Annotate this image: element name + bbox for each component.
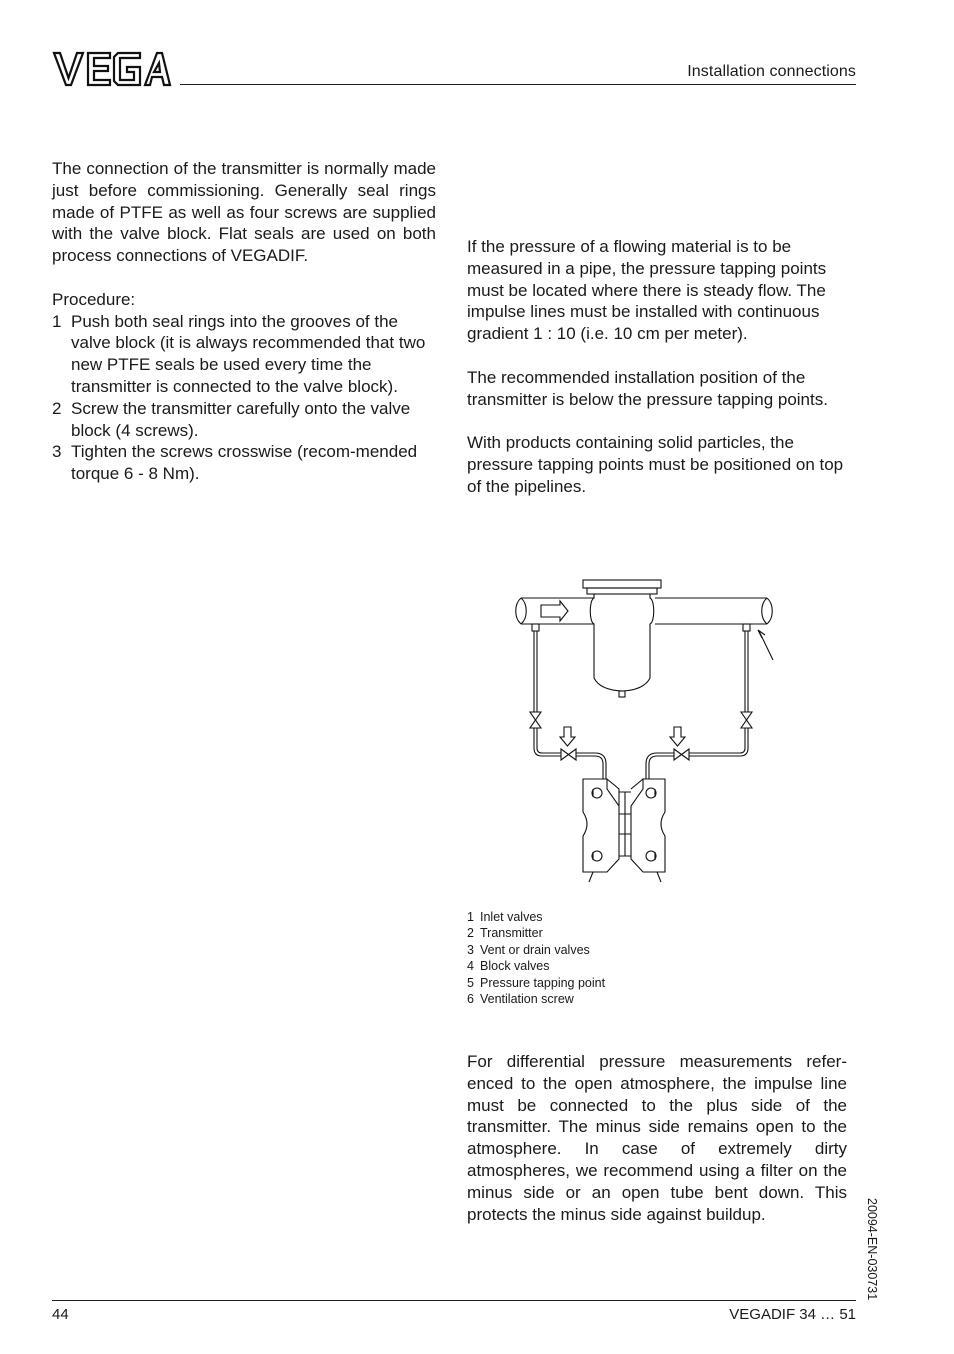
installation-diagram [505,574,790,886]
procedure-steps [52,311,436,485]
legend-item: 2 Transmitter [467,926,543,941]
right-column-upper [467,236,847,498]
left-column [52,158,436,485]
section-title: Installation connections [687,63,856,80]
flowing-material-paragraph: If the pressure of a flowing material is to be measured in a pipe, the pressure tapping points must be located where there is steady flow. The impulse lines must be installed with continuous gradient 1 : 10 (i.e. 10 cm per meter). [467,237,827,344]
solid-particles-paragraph: With products containing solid particles, the pressure tapping points must be positioned on top of the pipelines. [467,433,844,496]
legend-item: 6 Ventilation screw [467,992,574,1007]
right-column-lower [467,1051,847,1225]
product-name: VEGADIF 34 … 51 [729,1306,856,1323]
installation-position-paragraph: The recommended installation position of the transmitter is below the pressure tapping points. [467,367,828,409]
step-number: 2 [52,398,62,418]
vega-logo [52,50,172,88]
figure-legend [467,909,605,1007]
header-rule [180,84,856,85]
footer-rule [52,1300,856,1301]
procedure-step [52,441,436,485]
procedure-label: Procedure: [52,289,136,309]
step-text: Screw the transmitter carefully onto the valve block (4 screws). [71,398,411,440]
legend-item: 5 Pressure tapping point [467,975,606,990]
step-text: Tighten the screws crosswise (recom-mended torque 6 - 8 Nm). [71,442,418,484]
step-number: 3 [52,442,62,462]
page-number: 44 [52,1306,69,1323]
procedure-step [52,398,436,442]
legend-item: 3 Vent or drain valves [467,942,590,957]
open-atmosphere-paragraph: For differential pressure measurements refer-enced to the open atmosphere, the impulse line must be connected to the plus side of the transmitter. The minus side remains open to the atmosphere. In case of extremely dirty atmospheres, we recommend using a filter on the minus side or an open tube bent down. This protects the minus side against buildup. [467,1052,847,1224]
procedure-step [52,311,436,398]
legend-item: 4 Block valves [467,959,550,974]
legend-item: 1 Inlet valves [467,910,543,924]
intro-paragraph: The connection of the transmitter is normally made just before commissioning. Generally seal rings made of PTFE as well as four screws are supplied with the valve block. Flat seals are used on both process connections of VEGADIF. [52,159,436,266]
step-text: Push both seal rings into the grooves of the valve block (it is always recommended that two new PTFE seals be used every time the transmitter is connected to the valve block). [71,311,426,396]
step-number: 1 [52,311,62,331]
document-code: 20094-EN-030731 [865,1198,879,1301]
